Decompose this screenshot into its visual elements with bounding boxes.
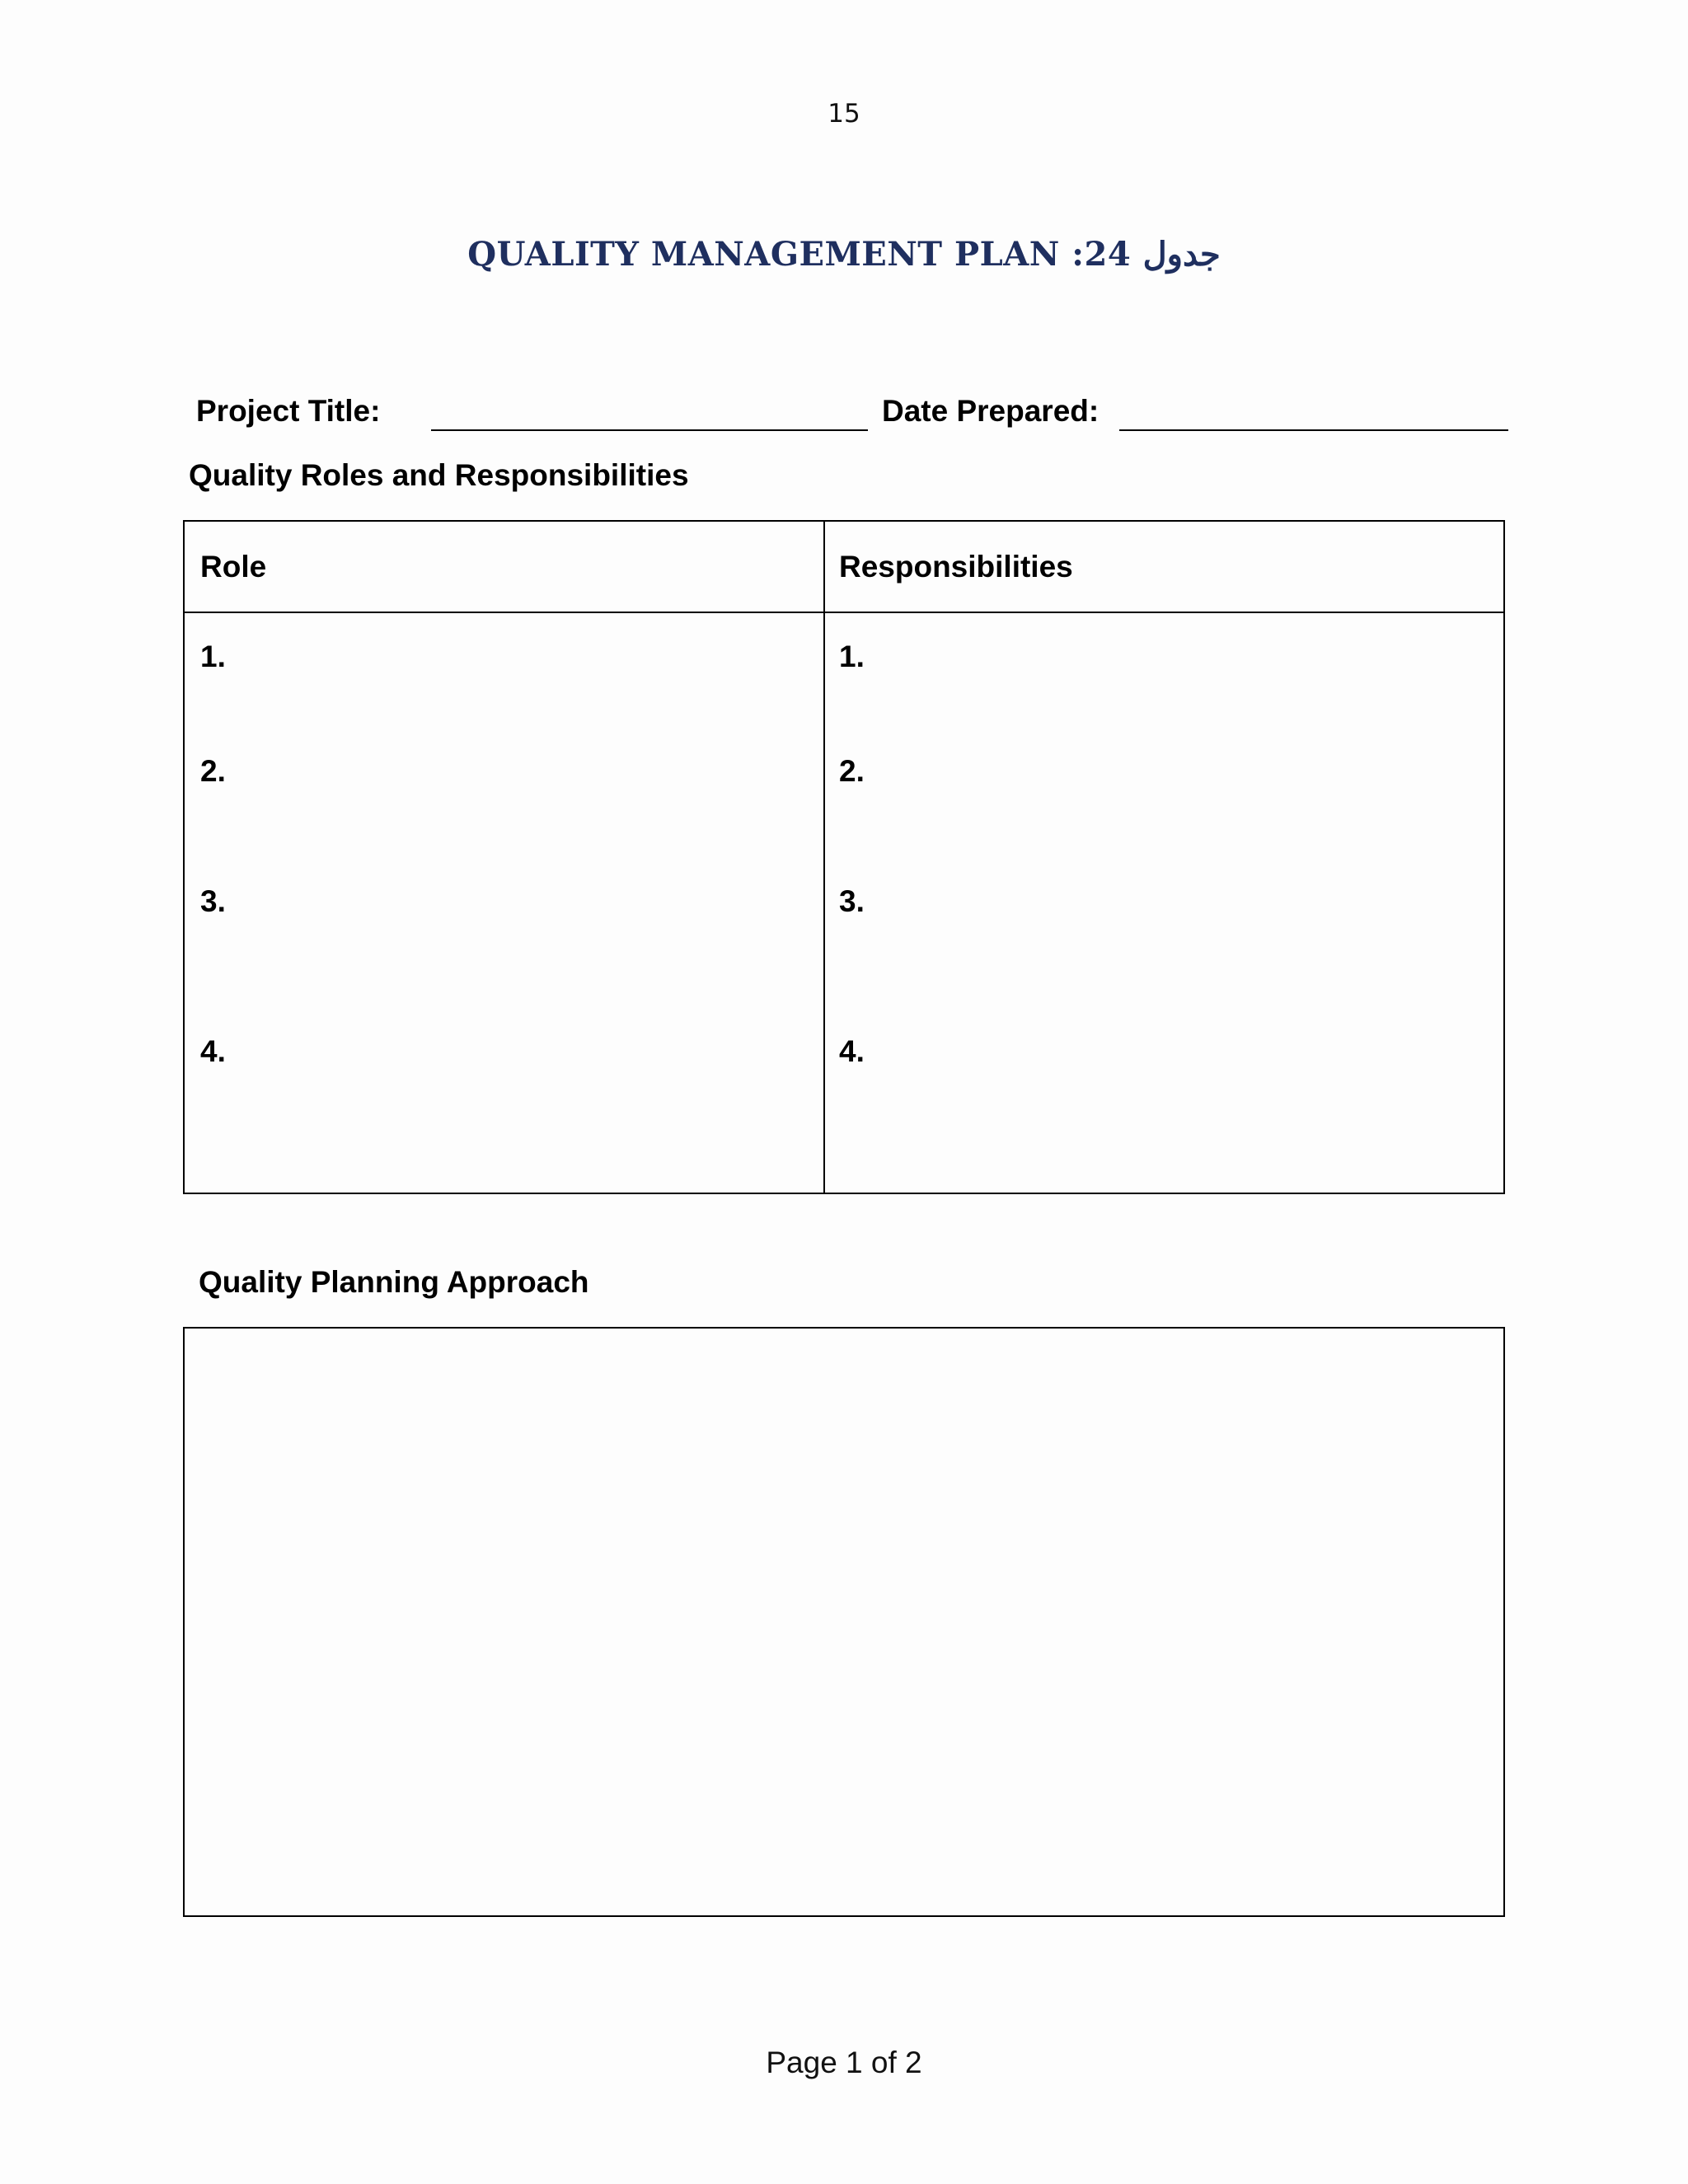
date-prepared-label: Date Prepared: (882, 394, 1100, 428)
column-divider (823, 522, 825, 1193)
responsibility-cell[interactable]: 3. (839, 884, 865, 918)
responsibility-cell[interactable]: 2. (839, 754, 865, 788)
project-title-label: Project Title: (196, 394, 381, 428)
role-column-header: Role (200, 550, 267, 583)
role-cell[interactable]: 2. (200, 754, 226, 788)
page-footer: Page 1 of 2 (766, 2046, 922, 2079)
role-cell[interactable]: 1. (200, 640, 226, 673)
document-title: QUALITY MANAGEMENT PLAN :24 جدول (467, 235, 1221, 274)
roles-table (183, 520, 1505, 1194)
responsibilities-column-header: Responsibilities (839, 550, 1073, 583)
page-number: 15 (828, 99, 860, 129)
roles-section-heading: Quality Roles and Responsibilities (189, 458, 689, 492)
header-divider (185, 612, 1503, 613)
role-cell[interactable]: 4. (200, 1034, 226, 1068)
responsibility-cell[interactable]: 4. (839, 1034, 865, 1068)
role-cell[interactable]: 3. (200, 884, 226, 918)
date-prepared-field[interactable] (1119, 429, 1508, 431)
approach-section-heading: Quality Planning Approach (199, 1265, 589, 1299)
quality-planning-approach-box[interactable] (183, 1327, 1505, 1917)
project-title-field[interactable] (431, 429, 868, 431)
responsibility-cell[interactable]: 1. (839, 640, 865, 673)
